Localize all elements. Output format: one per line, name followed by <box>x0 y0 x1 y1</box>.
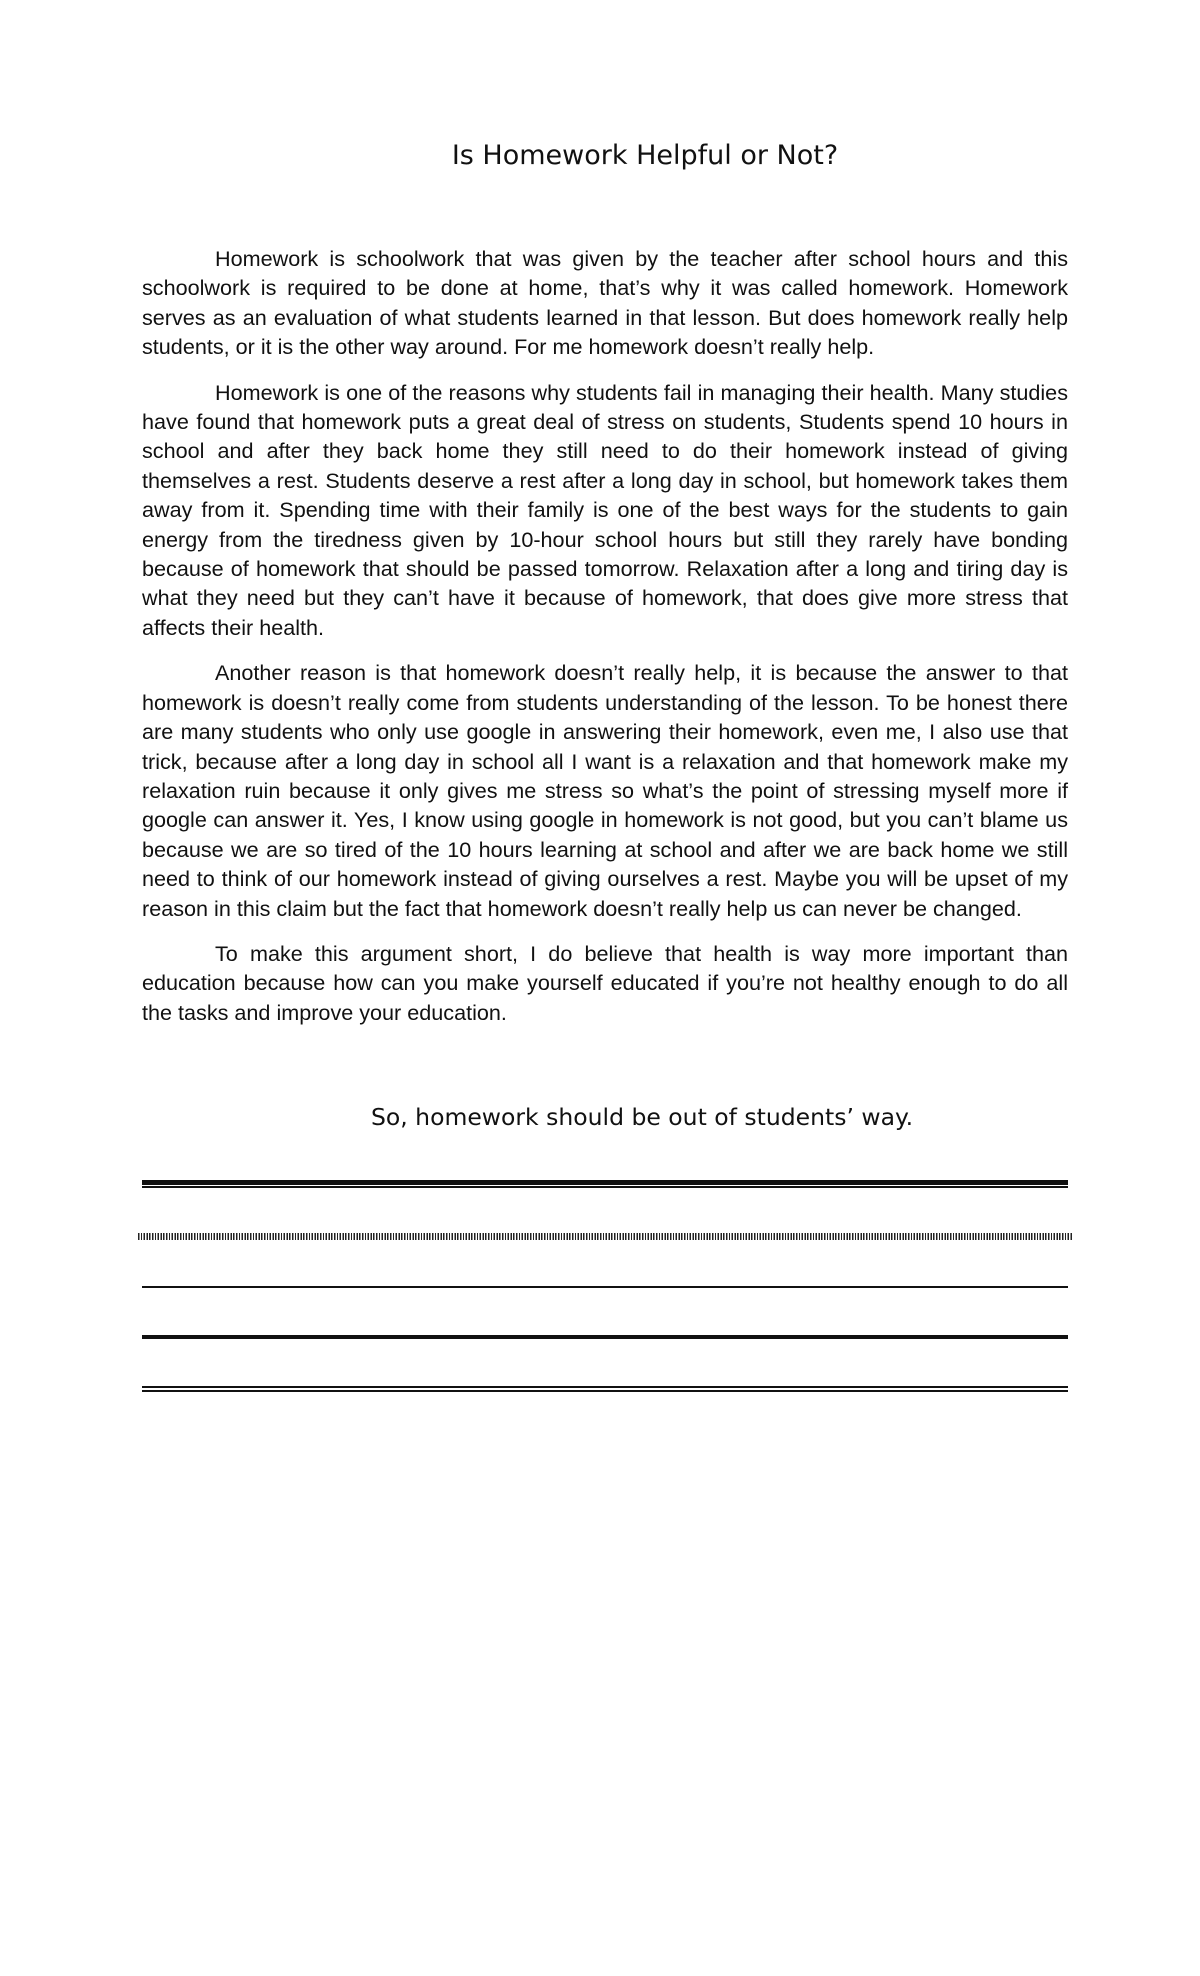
thin-rule <box>142 1286 1068 1288</box>
document-body <box>142 244 1068 1043</box>
paragraph-2: Homework is one of the reasons why students fail in managing their health. Many studies have found that homework puts a great deal of stress on students, Students spend 10 hours in school and after they back home they still need to do their homework instead of giving themselves a rest. Students deserve a rest after a long day in school, but homework takes them away from it. Spending time with their family is one of the best ways for the students to gain energy from the tiredness given by 10-hour school hours but still they rarely have bonding because of homework that should be passed tomorrow. Relaxation after a long and tiring day is what they need but they can’t have it because of homework, that does give more stress that affects their health. <box>142 379 1068 640</box>
closing-statement: So, homework should be out of students’ way. <box>370 1103 914 1131</box>
medium-rule <box>142 1335 1068 1339</box>
paragraph-3: Another reason is that homework doesn’t really help, it is because the answer to that homework is doesn’t really come from students understanding of the lesson. To be honest there are many students who only use google in answering their homework, even me, I also use that trick, because after a long day in school all I want is a relaxation and that homework make my relaxation ruin because it only gives me stress so what’s the point of stressing myself more if google can answer it. Yes, I know using google in homework is not good, but you can’t blame us because we are so tired of the 10 hours learning at school and after we are back home we still need to think of our homework instead of giving ourselves a rest. Maybe you will be upset of my reason in this claim but the fact that homework doesn’t really help us can never be changed. <box>142 660 1068 921</box>
paragraph-4: To make this argument short, I do believe that health is way more important than education because how can you make yourself educated if you’re not healthy enough to do all the tasks and improve your education. <box>142 940 1068 1025</box>
paragraph-1: Homework is schoolwork that was given by the teacher after school hours and this schoolwork is required to be done at home, that’s why it was called homework. Homework serves as an evaluation of what students learned in that lesson. But does homework really help students, or it is the other way around. For me homework doesn’t really help. <box>142 246 1068 360</box>
thick-double-rule <box>142 1180 1068 1188</box>
document-title: Is Homework Helpful or Not? <box>451 140 839 171</box>
hatched-rule <box>138 1233 1072 1240</box>
double-rule <box>142 1386 1068 1392</box>
